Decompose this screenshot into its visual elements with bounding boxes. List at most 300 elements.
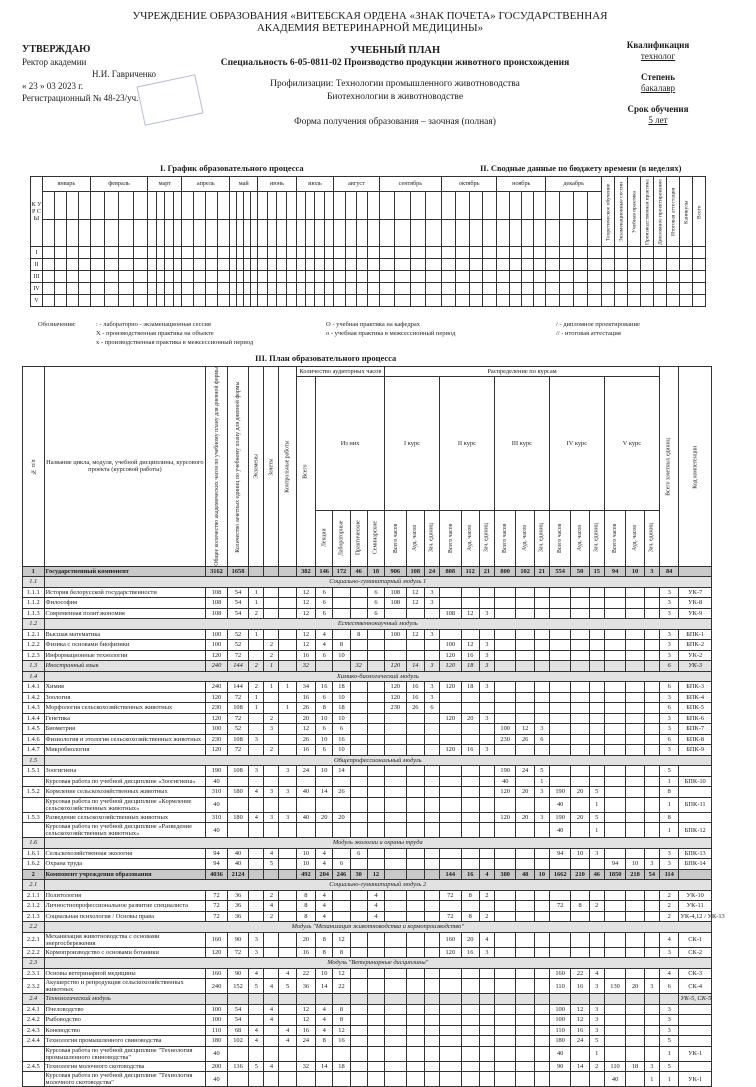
cell: 5 [589,787,604,798]
cell: 100 [206,640,228,651]
cell: 6 [316,745,333,756]
week-cell [306,219,315,247]
cell: 3 [659,587,678,598]
cell [549,692,571,703]
cell [385,901,407,912]
cell [461,1072,479,1087]
cell [604,608,626,619]
cell [385,979,407,994]
cell [461,629,479,640]
month-8: август [334,177,379,192]
course-sub-col: Зач. единиц [424,510,439,566]
week-cell [395,219,411,247]
cell: 130 [604,979,626,994]
schedule-cell [667,283,680,295]
schedule-cell [628,271,641,283]
plan-profile-2: Биотехнологии в животноводстве [326,92,464,102]
cell [589,661,604,672]
cell: 68 [227,1025,249,1036]
cell [571,598,589,609]
cell: 190 [494,766,516,777]
cell [534,1046,549,1061]
cell [461,724,479,735]
schedule-cell [345,271,356,283]
table-row [23,619,712,630]
table-row [23,587,712,598]
week-cell [43,219,55,247]
cell [679,1036,712,1047]
schedule-cell [78,247,90,259]
cell: 26 [296,734,315,745]
schedule-cell [230,295,237,307]
week-cell [442,219,456,247]
row-number: 2.2.2 [23,947,45,958]
cell: 112 [461,566,479,577]
cell [385,1015,407,1026]
cell [626,797,644,812]
schedule-cell [244,259,251,271]
cell [494,823,516,838]
cell [516,848,534,859]
cell: 120 [206,650,228,661]
schedule-cell [410,283,426,295]
summary-col-2: Экзаменационные сессии [615,177,628,247]
cell [494,650,516,661]
cell [494,713,516,724]
cell: 54 [227,608,249,619]
cell [385,1004,407,1015]
cell: 40 [494,776,516,787]
cell: 18 [367,566,384,577]
cell: 3 [249,932,264,947]
cell [440,766,462,777]
month-1: январь [43,177,91,192]
course-sub-col: Ауд. часов [571,510,589,566]
schedule-cell [573,295,587,307]
cell: 3 [659,608,678,619]
cell: 152 [227,979,249,994]
cell [461,1004,479,1015]
cell [534,901,549,912]
cell [479,734,494,745]
schedule-cell [165,295,174,307]
cell [549,713,571,724]
course-label: I [31,247,43,259]
cell [589,703,604,714]
cell: 12 [333,1025,350,1036]
schedule-row [31,271,706,283]
week-cell [43,192,55,220]
cell: УК-1 [679,1072,712,1087]
course-sub-col: Ауд. часов [516,510,534,566]
cell [644,1036,659,1047]
week-cell [267,219,277,247]
cell [424,766,439,777]
row-number: 2.1 [23,880,45,891]
schedule-cell [165,247,174,259]
cell: 6 [659,661,678,672]
cell [350,979,367,994]
cell: 6 [316,650,333,661]
schedule-cell [78,259,90,271]
week-cell [218,192,230,220]
cell [350,1061,367,1072]
cell: 108 [406,566,424,577]
schedule-cell [133,247,147,259]
cell [440,859,462,870]
cell: 1 [589,797,604,812]
cell [589,598,604,609]
cell [249,1004,264,1015]
cell: 5 [264,859,279,870]
cell [424,787,439,798]
schedule-cell [497,283,509,295]
cell [679,766,712,777]
row-name: Основы ветеринарной медицины [44,968,206,979]
schedule-cell [90,295,104,307]
cell: 16 [461,947,479,958]
month-11: ноябрь [497,177,546,192]
schedule-cell [368,271,379,283]
cell: 24 [296,1036,315,1047]
cell: 32 [296,661,315,672]
cell [424,734,439,745]
cell: 102 [516,566,534,577]
schedule-cell [182,283,194,295]
schedule-cell [43,259,55,271]
cell: 6 [367,598,384,609]
cell: 12 [406,598,424,609]
row-number: 2.4 [23,994,45,1005]
cell [571,797,589,812]
cell: 2 [249,682,264,693]
cell [350,911,367,922]
cell: 4 [316,1004,333,1015]
cell [406,901,424,912]
cell: 100 [206,724,228,735]
schedule-cell [267,247,277,259]
cell: 3 [479,713,494,724]
schedule-cell [628,247,641,259]
cell [385,797,407,812]
cell [264,1025,279,1036]
cell [589,629,604,640]
row-name: Зоогигиена [44,766,206,777]
term-label: Срок обучения [627,104,689,114]
cell: 1 [249,629,264,640]
cell: 6 [333,724,350,735]
schedule-cell [230,283,237,295]
week-cell [156,192,165,220]
course-sub-col: Всего часов [549,510,571,566]
cell: 8 [316,1036,333,1047]
week-cell [509,219,521,247]
week-cell [133,192,147,220]
schedule-cell [615,259,628,271]
cell [333,1072,350,1087]
course-sub-col: Всего часов [604,510,626,566]
week-cell [442,192,456,220]
schedule-cell [237,295,244,307]
cell [279,724,296,735]
cell [644,823,659,838]
cell [644,1025,659,1036]
schedule-cell [148,271,157,283]
schedule-cell [173,247,182,259]
summary-col-7: Каникулы [680,177,693,247]
cell: 6 [659,682,678,693]
cell: 382 [296,566,315,577]
cell [549,682,571,693]
table-row [23,812,712,823]
schedule-cell [442,259,456,271]
cell [440,1025,462,1036]
cell [367,1015,384,1026]
cell [279,745,296,756]
schedule-cell [296,259,305,271]
schedule-cell [628,283,641,295]
table-row [23,692,712,703]
cell [479,1004,494,1015]
schedule-cell [267,283,277,295]
schedule-cell [165,283,174,295]
cell: 6 [350,848,367,859]
cell: УК-5, СК-5 [680,995,712,1003]
cell: 6 [367,608,384,619]
cell [461,1036,479,1047]
cell [589,724,604,735]
cell: 4 [316,640,333,651]
cell: 172 [333,566,350,577]
cell: 14 [316,1061,333,1072]
schedule-cell [251,259,258,271]
schedule-row [31,247,706,259]
cell [549,734,571,745]
cell [333,661,350,672]
cell: 3 [264,787,279,798]
cell: 4 [264,848,279,859]
cell [350,713,367,724]
cell [604,640,626,651]
cell [279,911,296,922]
cell: 54 [644,869,659,880]
schedule-cell [251,247,258,259]
cell: 120 [440,650,462,661]
cell [424,1036,439,1047]
cell [644,608,659,619]
cell [534,682,549,693]
cell [626,932,644,947]
cell: 3 [279,766,296,777]
cell [385,890,407,901]
row-number: 1.4.5 [23,724,45,735]
schedule-cell [395,283,411,295]
col-control: Контрольные работы [279,367,296,567]
schedule-cell [315,259,324,271]
cell [534,1061,549,1072]
cell: 8 [316,932,333,947]
cell: 492 [296,869,315,880]
schedule-cell [509,283,521,295]
cell: 5 [659,1061,678,1072]
week-cell [237,192,244,220]
cell: 20 [516,787,534,798]
cell: 10 [333,713,350,724]
cell [479,1025,494,1036]
cell [494,911,516,922]
cell: 16 [296,1025,315,1036]
week-cell [356,219,367,247]
institution-line-2: АКАДЕМИЯ ВЕТЕРИНАРНОЙ МЕДИЦИНЫ» [256,22,484,34]
cell: 3 [659,947,678,958]
cell [279,947,296,958]
row-name: Курсовая работа по учебной дисциплине "Технология молочного скотоводства" [44,1072,206,1087]
cell: 1 [249,598,264,609]
row-number: 2.3.2 [23,979,45,994]
cell: 94 [206,848,228,859]
schedule-cell [54,259,66,271]
cell: 5 [589,1036,604,1047]
approval-title: УТВЕРЖДАЮ [22,44,91,55]
cell: 72 [440,911,462,922]
week-cell [173,192,182,220]
cell: 108 [385,587,407,598]
cell: 1 [279,682,296,693]
cell [604,968,626,979]
cell: 2 [264,713,279,724]
cell: 24 [296,766,315,777]
cell [279,587,296,598]
cell: 32 [296,1061,315,1072]
approval-reg: Регистрационный № 48-23/уч. [22,93,139,103]
schedule-cell [66,259,78,271]
cell: 40 [206,797,228,812]
cell [367,859,384,870]
cell: 34 [296,682,315,693]
cell [679,1061,712,1072]
schedule-cell [173,295,182,307]
week-cell [410,192,426,220]
course-header-4: IV курс [549,377,604,511]
approval-name: Н.И. Гавриченко [92,69,157,79]
cell: 22 [571,968,589,979]
schedule-cell [615,295,628,307]
cell: 10 [333,745,350,756]
schedule-cell [602,295,615,307]
cell: 26 [333,787,350,798]
cell: 120 [385,661,407,672]
cell [264,703,279,714]
cell: 3 [659,724,678,735]
cell [367,994,384,1005]
cell: 16 [296,745,315,756]
cell [316,1072,333,1087]
cell [516,1025,534,1036]
cell [440,1036,462,1047]
cell [479,901,494,912]
cell: 160 [206,932,228,947]
cell [589,734,604,745]
week-cell [237,219,244,247]
schedule-cell [426,295,442,307]
table-row [23,745,712,756]
cell [626,650,644,661]
week-cell [78,219,90,247]
cell [626,692,644,703]
schedule-cell [483,283,497,295]
table-row [23,880,712,891]
cell [604,745,626,756]
cell [494,640,516,651]
cell [626,598,644,609]
month-10: октябрь [442,177,497,192]
cell [279,1061,296,1072]
row-name: Модуль "Механизация животноводства и кормопроизводство" [44,922,711,933]
cell [440,1061,462,1072]
cell: 120 [206,692,228,703]
table-row [23,598,712,609]
schedule-cell [105,283,119,295]
cell [604,682,626,693]
cell [479,1015,494,1026]
course-header-2: II курс [440,377,495,511]
cell: 3 [589,848,604,859]
week-cell [218,219,230,247]
cell: 200 [206,1061,228,1072]
cell [264,932,279,947]
row-name: Химико-биологический модуль [44,671,711,682]
cell [461,734,479,745]
schedule-cell [258,259,268,271]
cell [385,848,407,859]
cell [424,724,439,735]
cell [534,890,549,901]
cell: 3 [479,947,494,958]
cell: 1662 [549,869,571,880]
schedule-cell [410,259,426,271]
cell [279,823,296,838]
schedule-cell [345,283,356,295]
schedule-cell [628,259,641,271]
cell: 180 [227,812,249,823]
course-sub-col: Ауд. часов [406,510,424,566]
schedule-cell [680,247,693,259]
cell [249,566,264,577]
cell: 108 [206,598,228,609]
week-cell [296,192,305,220]
cell: 3 [534,812,549,823]
row-number: 2 [23,869,45,880]
cell: 4 [279,1025,296,1036]
cell [333,1046,350,1061]
cell [589,682,604,693]
cell [367,979,384,994]
schedule-cell [156,259,165,271]
cell [279,1015,296,1026]
month-3: март [148,177,182,192]
schedule-cell [379,283,395,295]
cell [424,650,439,661]
cell: 36 [227,901,249,912]
row-number: 2.2 [23,922,45,933]
schedule-cell [442,283,456,295]
week-cell [230,192,237,220]
schedule-cell [218,283,230,295]
cell [333,587,350,598]
cell [549,661,571,672]
cell: 2 [659,890,678,901]
cell [385,1025,407,1036]
